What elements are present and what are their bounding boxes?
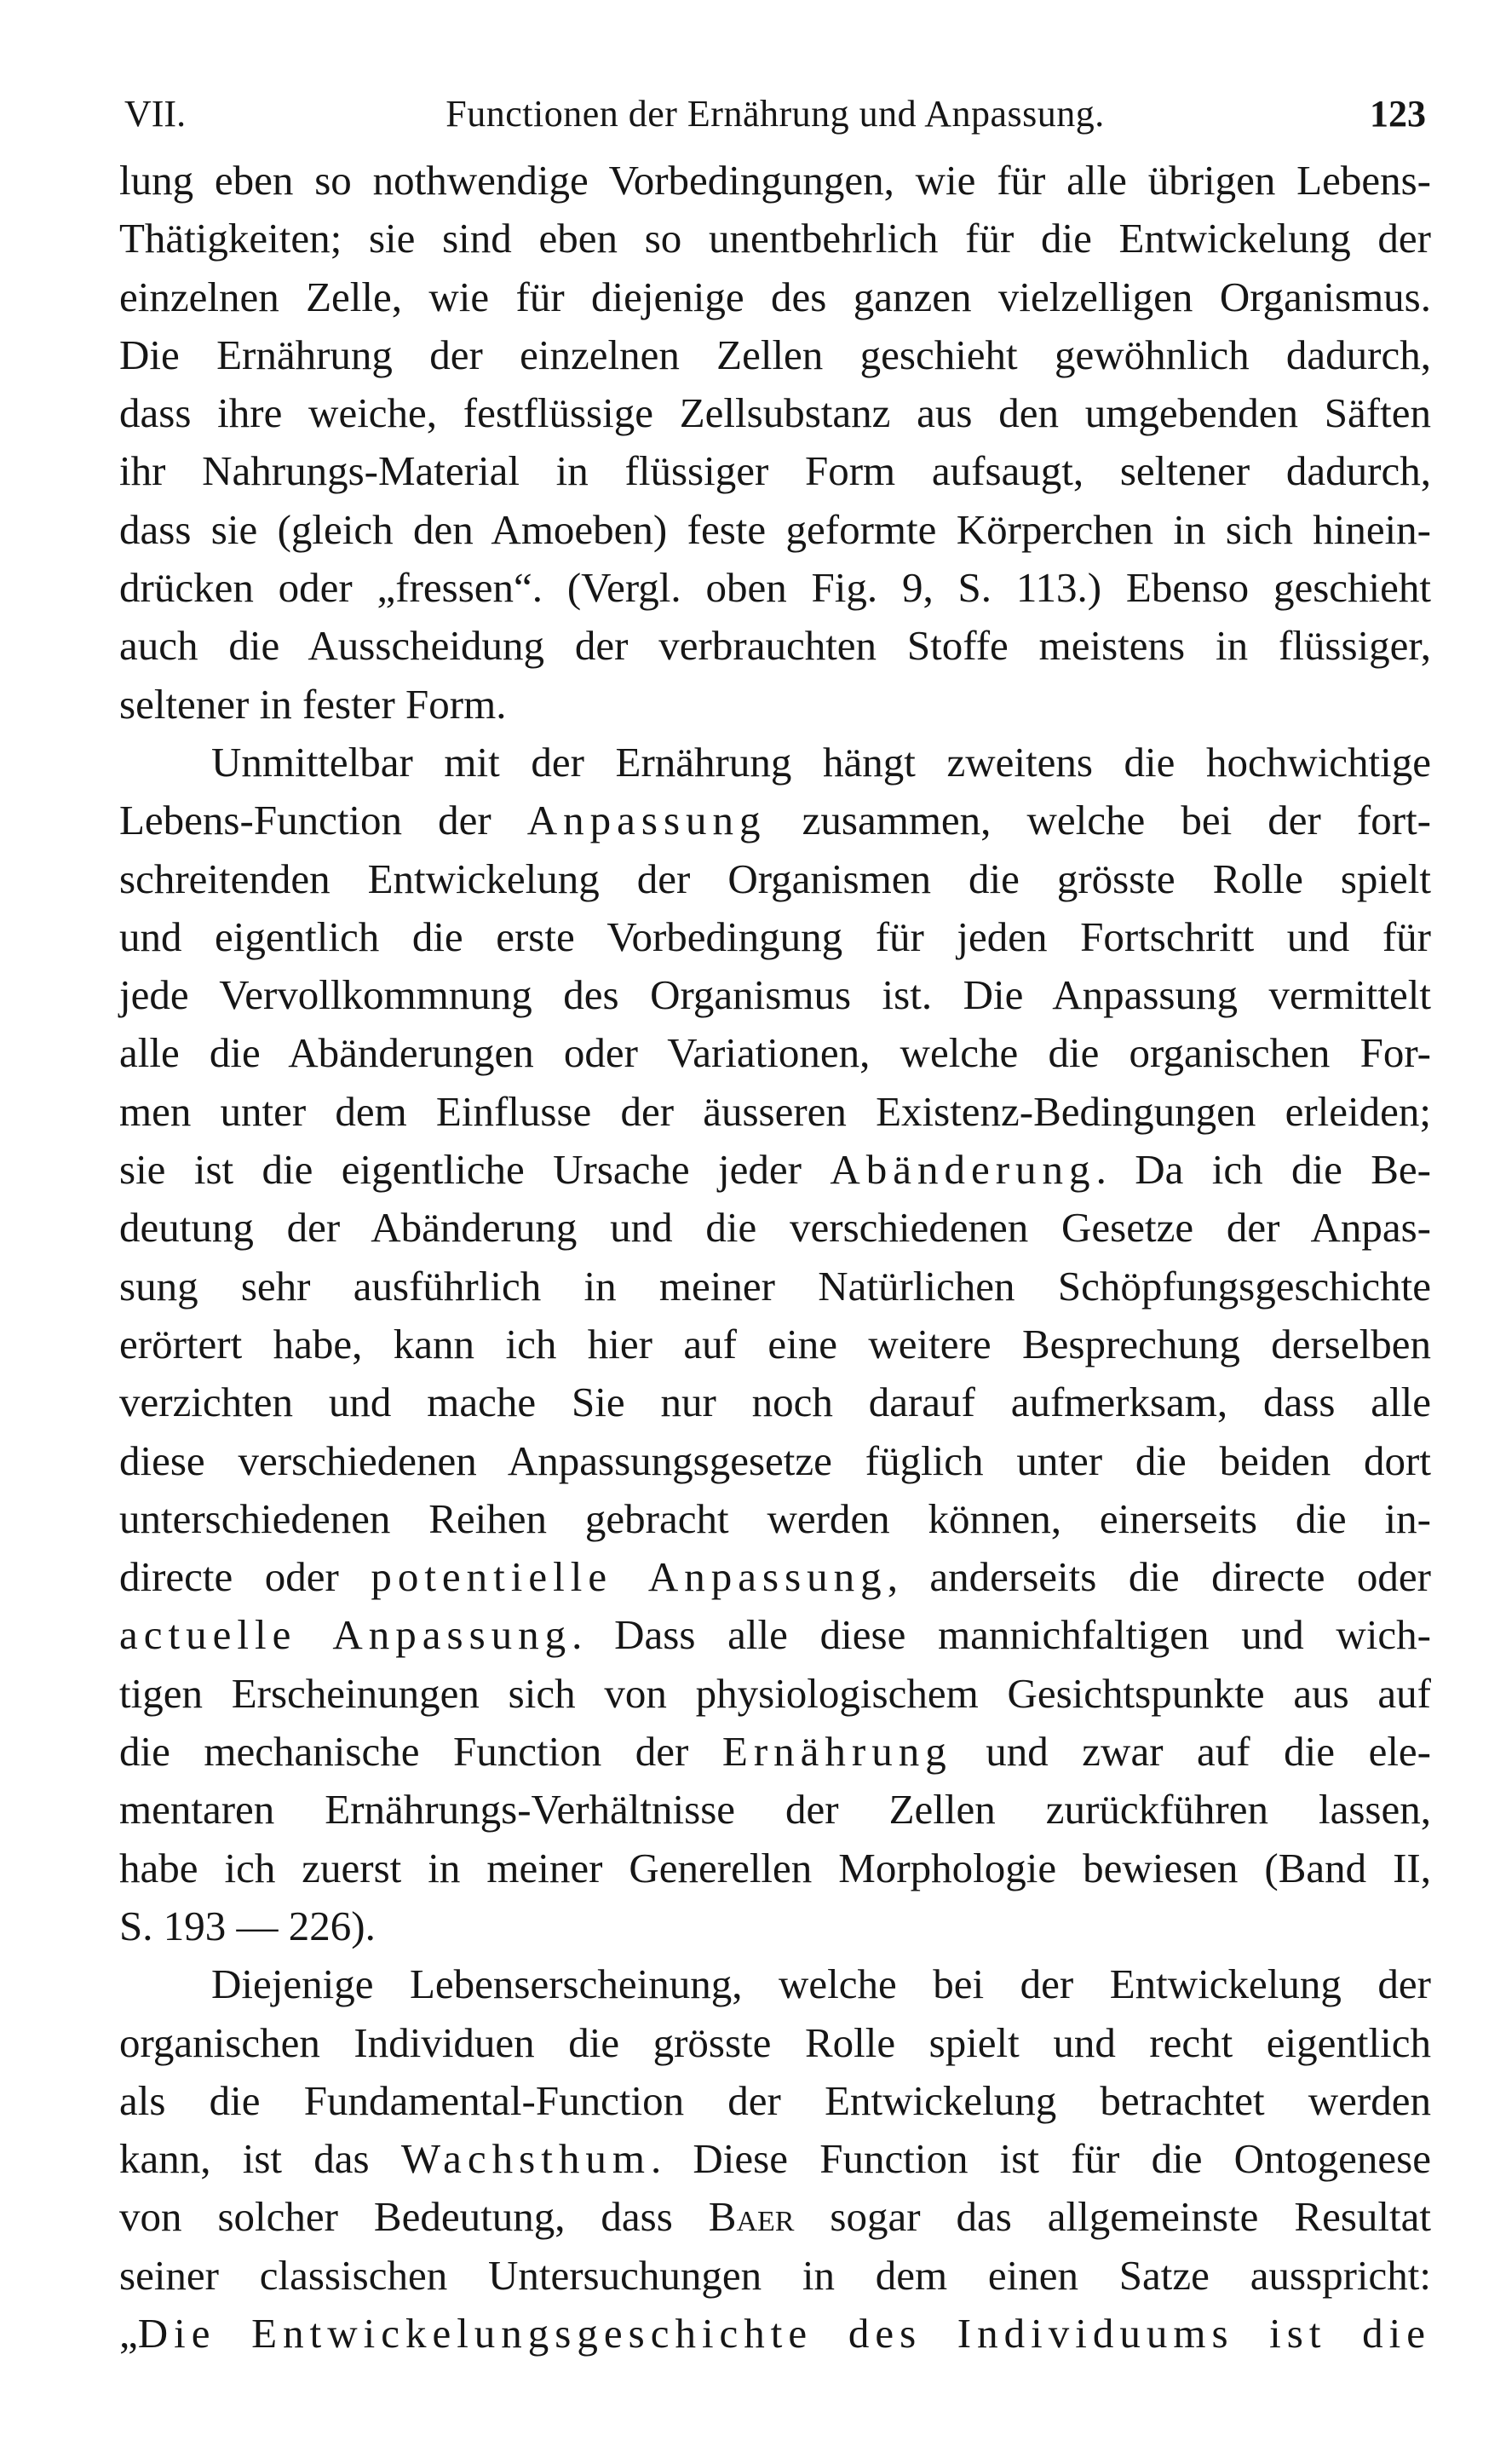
text-line: Unmittelbar mit der Ernährung hängt zweitens die hochwichtige <box>211 738 1431 786</box>
text-line: actuelle Anpassung. Dass alle diese mannichfaltigen und wich- <box>119 1611 1432 1659</box>
running-title: Functionen der Ernährung und Anpassung. <box>445 93 1105 135</box>
text-line: tigen Erscheinungen sich von physiologischem Gesichtspunkte aus auf <box>119 1669 1431 1717</box>
text-line: S. 193 — 226). <box>119 1902 376 1949</box>
text-line: die mechanische Function der Ernährung und zwar auf die ele- <box>119 1728 1432 1776</box>
running-head <box>119 89 1431 140</box>
text-line: „Die Entwickelungsgeschichte des Individuums ist die <box>119 2309 1431 2357</box>
text-line: als die Fundamental-Function der Entwickelung betrachtet werden <box>119 2076 1431 2124</box>
text-line: mentaren Ernährungs-Verhältnisse der Zellen zurückführen lassen, <box>119 1786 1431 1834</box>
emphasis-spaced: potentielle Anpassung <box>371 1553 888 1601</box>
emphasis-spaced: Abänderung <box>830 1146 1096 1194</box>
text-line: lung eben so nothwendige Vorbedingungen, wie für alle übrigen Lebens- <box>119 157 1431 204</box>
text-line: organischen Individuen die grösste Rolle spielt und recht eigentlich <box>119 2018 1431 2066</box>
page-number: 123 <box>1370 93 1426 135</box>
text-line: und eigentlich die erste Vorbedingung für jeden Fortschritt und für <box>119 912 1431 960</box>
text-line: diese verschiedenen Anpassungsgesetze füglich unter die beiden dort <box>119 1436 1431 1484</box>
text-line: auch die Ausscheidung der verbrauchten Stoffe meistens in flüssiger, <box>119 622 1431 670</box>
text-line: directe oder potentielle Anpassung, anderseits die directe oder <box>119 1553 1431 1601</box>
text-line: habe ich zuerst in meiner Generellen Morphologie bewiesen (Band II, <box>119 1844 1431 1891</box>
text-line: Diejenige Lebenserscheinung, welche bei der Entwickelung der <box>211 1960 1431 2008</box>
text-line: sie ist die eigentliche Ursache jeder Abänderung. Da ich die Be- <box>119 1146 1431 1194</box>
emphasis-spaced: Ernährung <box>721 1728 952 1776</box>
emphasis-spaced: Die Entwickelungsgeschichte des Individuums ist die <box>137 2309 1431 2357</box>
text-line: unterschiedenen Reihen gebracht werden können, einerseits die in- <box>119 1494 1431 1542</box>
text-line: jede Vervollkommnung des Organismus ist. Die Anpassung vermittelt <box>119 971 1431 1019</box>
text-line: men unter dem Einflusse der äusseren Existenz-Bedingungen erleiden; <box>119 1087 1431 1135</box>
text-line: Thätigkeiten; sie sind eben so unentbehrlich für die Entwickelung der <box>119 215 1431 262</box>
text-line: Lebens-Function der Anpassung zusammen, welche bei der fort- <box>119 797 1431 844</box>
text-line: seiner classischen Untersuchungen in dem einen Satze ausspricht: <box>119 2251 1431 2299</box>
text-line: verzichten und mache Sie nur noch darauf aufmerksam, dass alle <box>119 1379 1431 1426</box>
text-line: sung sehr ausführlich in meiner Natürlichen Schöpfungsgeschichte <box>119 1262 1431 1310</box>
text-line: einzelnen Zelle, wie für diejenige des ganzen vielzelligen Organismus. <box>119 273 1431 320</box>
text-line: ihr Nahrungs-Material in flüssiger Form aufsaugt, seltener dadurch, <box>119 447 1431 495</box>
text-line: dass sie (gleich den Amoeben) feste geformte Körperchen in sich hinein- <box>119 505 1431 553</box>
text-line: drücken oder „fressen“. (Vergl. oben Fig. 9, S. 113.) Ebenso geschieht <box>119 564 1431 612</box>
author-name-smallcaps: Baer <box>708 2193 795 2241</box>
text-line: von solcher Bedeutung, dass Baer sogar das allgemeinste Resultat <box>119 2193 1431 2241</box>
text-line: dass ihre weiche, festflüssige Zellsubstanz aus den umgebenden Säften <box>119 389 1431 437</box>
text-line: deutung der Abänderung und die verschiedenen Gesetze der Anpas- <box>119 1204 1431 1252</box>
chapter-number: VII. <box>124 93 187 135</box>
body-text <box>119 152 1431 2363</box>
emphasis-spaced: Wachsthum <box>400 2135 651 2183</box>
text-line: kann, ist das Wachsthum. Diese Function ist für die Ontogenese <box>119 2135 1431 2183</box>
text-line: seltener in fester Form. <box>119 680 507 728</box>
emphasis-spaced: actuelle Anpassung <box>119 1611 572 1659</box>
text-line: alle die Abänderungen oder Variationen, welche die organischen For- <box>119 1029 1431 1077</box>
text-line: Die Ernährung der einzelnen Zellen geschieht gewöhnlich dadurch, <box>119 331 1431 378</box>
text-line: schreitenden Entwickelung der Organismen die grösste Rolle spielt <box>119 855 1431 902</box>
text-line: erörtert habe, kann ich hier auf eine weitere Besprechung derselben <box>119 1320 1431 1367</box>
emphasis-spaced: Anpassung <box>526 797 767 844</box>
